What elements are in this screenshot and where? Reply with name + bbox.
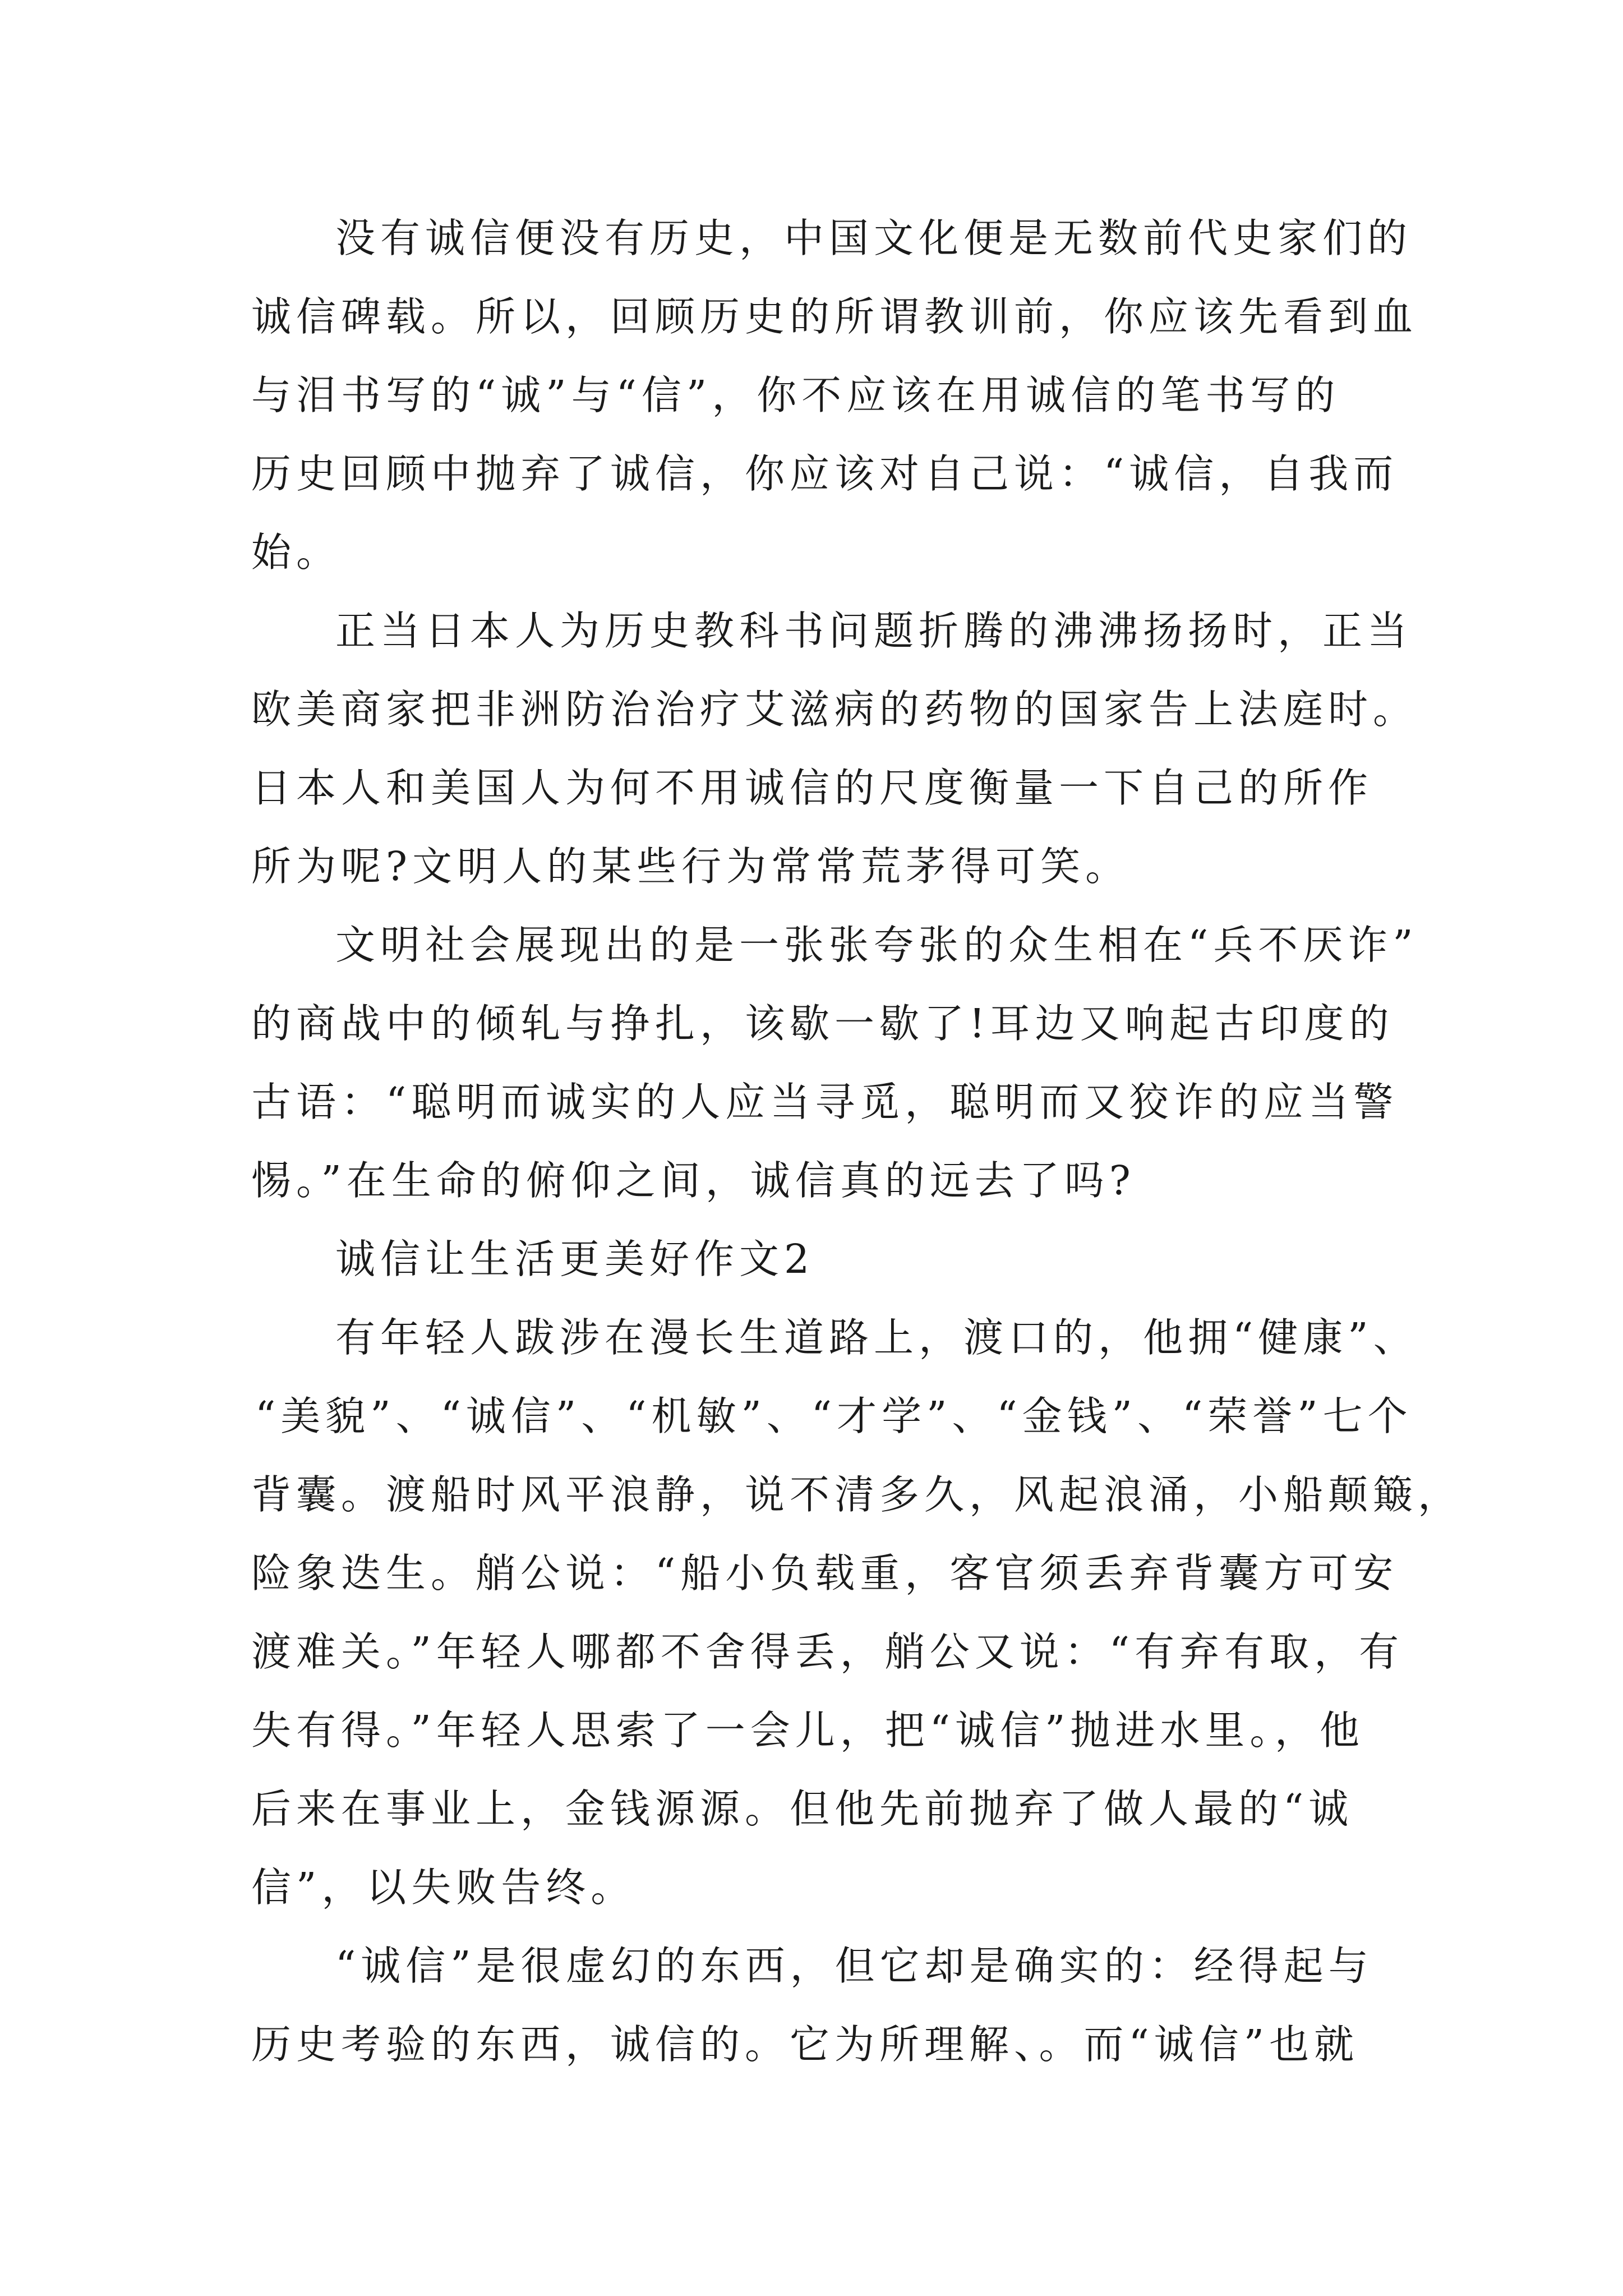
text-line: 惕。”在生命的俯仰之间，诚信真的远去了吗? xyxy=(251,1157,1136,1204)
text-line: 所为呢?文明人的某些行为常常荒茅得可笑。 xyxy=(251,843,1131,890)
section-heading: 诚信让生活更美好作文2 xyxy=(335,1236,815,1282)
text-line: 日本人和美国人为何不用诚信的尺度衡量一下自己的所作 xyxy=(251,765,1373,811)
text-line: 历史考验的东西，诚信的。它为所理解、。而“诚信”也就 xyxy=(251,2021,1359,2068)
text-line: 与泪书写的“诚”与“信”，你不应该在用诚信的笔书写的 xyxy=(251,372,1340,418)
text-line: 险象迭生。艄公说：“船小负载重，客官须丢弃背囊方可安 xyxy=(251,1550,1399,1596)
text-line: 历史回顾中抛弃了诚信，你应该对自己说：“诚信，自我而 xyxy=(251,450,1399,497)
text-line: 欧美商家把非洲防治治疗艾滋病的药物的国家告上法庭时。 xyxy=(251,686,1418,733)
text-line: 后来在事业上，金钱源源。但他先前抛弃了做人最的“诚 xyxy=(251,1786,1354,1832)
text-line: “诚信”是很虚幻的东西，但它却是确实的：经得起与 xyxy=(335,1943,1373,1989)
text-line: “美貌”、“诚信”、“机敏”、“才学”、“金钱”、“荣誉”七个 xyxy=(255,1393,1413,1439)
text-line: 渡难关。”年轻人哪都不舍得丢，艄公又说：“有弃有取，有 xyxy=(251,1628,1404,1675)
text-line: 背囊。渡船时风平浪静，说不清多久，风起浪涌，小船颠簸， xyxy=(251,1471,1463,1518)
text-line: 诚信碑载。所以，回顾历史的所谓教训前，你应该先看到血 xyxy=(251,293,1418,340)
text-line: 正当日本人为历史教科书问题折腾的沸沸扬扬时，正当 xyxy=(335,608,1413,654)
text-line: 有年轻人跋涉在漫长生道路上，渡口的，他拥“健康”、 xyxy=(335,1314,1418,1361)
text-line: 古语：“聪明而诚实的人应当寻觅，聪明而又狡诈的应当警 xyxy=(251,1079,1399,1125)
text-line: 失有得。”年轻人思索了一会儿，把“诚信”抛进水里。，他 xyxy=(251,1707,1364,1754)
text-line: 始。 xyxy=(251,529,342,576)
text-line: 没有诚信便没有历史，中国文化便是无数前代史家们的 xyxy=(335,215,1413,261)
text-line: 的商战中的倾轧与挣扎，该歇一歇了!耳边又响起古印度的 xyxy=(251,1000,1394,1047)
text-line: 文明社会展现出的是一张张夸张的众生相在“兵不厌诈” xyxy=(335,922,1418,968)
text-line: 信”，以失败告终。 xyxy=(251,1864,636,1911)
